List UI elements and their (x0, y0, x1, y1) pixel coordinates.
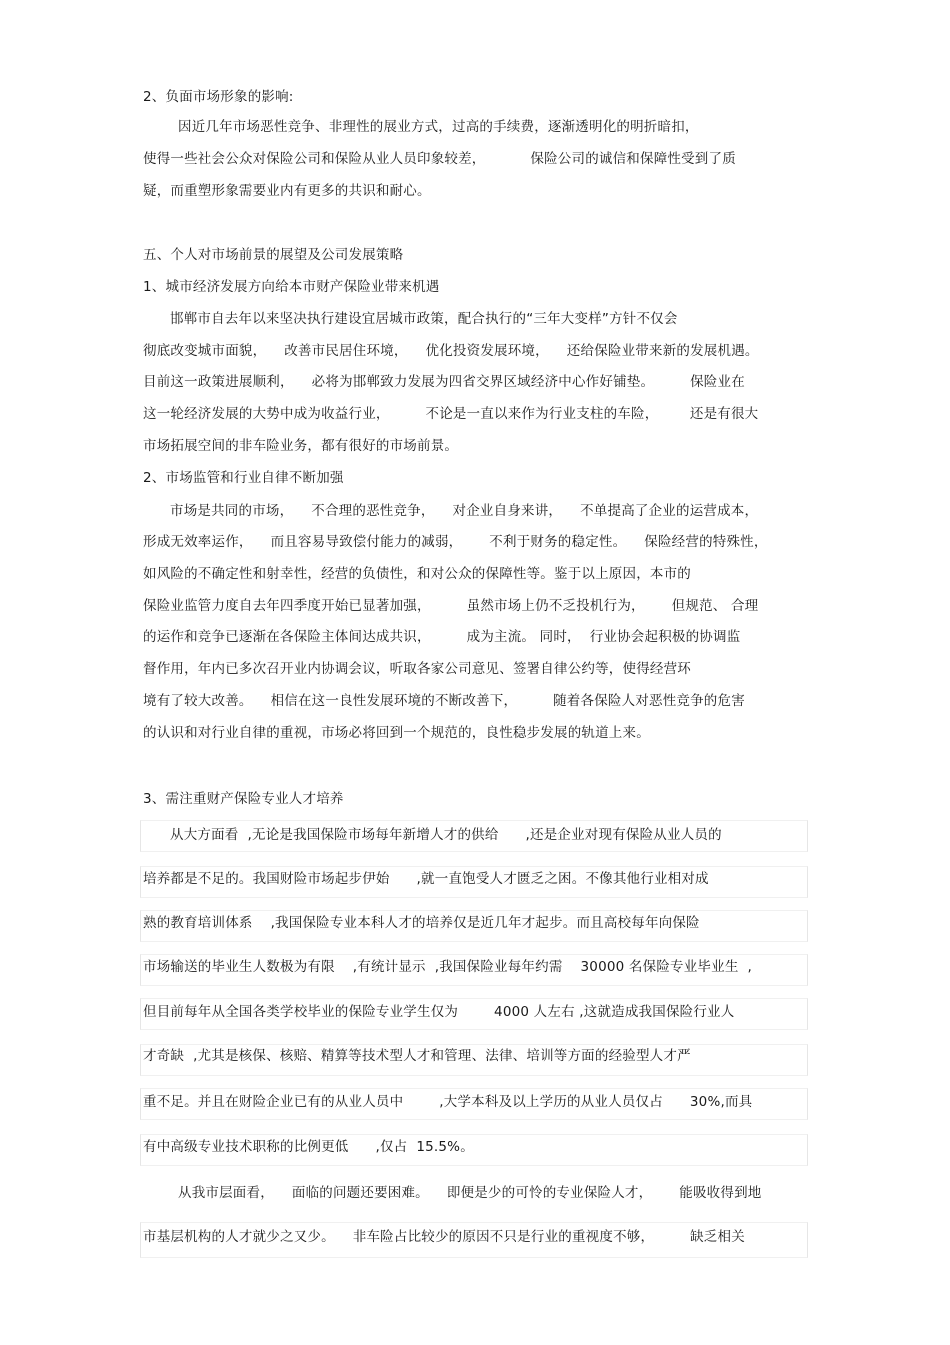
paragraph-line: 市基层机构的人才就少之又少。 非车险占比较少的原因不只是行业的重视度不够， 缺乏相关 (143, 1229, 745, 1245)
paragraph-line: 目前这一政策进展顺利， 必将为邯郸致力发展为四省交界区域经济中心作好铺垫。 保险业在 (143, 374, 745, 390)
paragraph-line: 这一轮经济发展的大势中成为收益行业， 不论是一直以来作为行业支柱的车险， 还是有很大 (143, 406, 759, 422)
paragraph-line: 重不足。并且在财险企业已有的从业人员中 ,大学本科及以上学历的从业人员仅占 30%,而具 (143, 1094, 753, 1110)
paragraph-line: 有中高级专业技术职称的比例更低 ,仅占 15.5%。 (143, 1139, 474, 1155)
paragraph-line: 境有了较大改善。 相信在这一良性发展环境的不断改善下， 随着各保险人对恶性竞争的危害 (143, 693, 745, 709)
subheading-3: 3、需注重财产保险专业人才培养 (143, 791, 344, 807)
paragraph-line: 形成无效率运作， 而且容易导致偿付能力的减弱， 不利于财务的稳定性。 保险经营的特殊性， (143, 534, 768, 550)
paragraph-line: 市场输送的毕业生人数极为有限 ,有统计显示 ,我国保险业每年约需 30000 名保险专业毕业生 , (143, 959, 753, 975)
paragraph-line: 从大方面看 ,无论是我国保险市场每年新增人才的供给 ,还是企业对现有保险从业人员的 (170, 827, 722, 843)
paragraph-line: 才奇缺 ,尤其是核保、核赔、精算等技术型人才和管理、法律、培训等方面的经验型人才严 (143, 1048, 691, 1064)
paragraph-line: 但目前每年从全国各类学校毕业的保险专业学生仅为 4000 人左右 ,这就造成我国保险行业人 (143, 1004, 735, 1020)
paragraph-line: 保险业监管力度自去年四季度开始已显著加强， 虽然市场上仍不乏投机行为， 但规范、 合理 (143, 598, 759, 614)
paragraph-line: 从我市层面看， 面临的问题还要困难。 即便是少的可怜的专业保险人才， 能吸收得到地 (178, 1185, 762, 1201)
paragraph-line: 因近几年市场恶性竞争、非理性的展业方式，过高的手续费，逐渐透明化的明折暗扣， (178, 119, 699, 135)
paragraph-line: 如风险的不确定性和射幸性，经营的负债性，和对公众的保障性等。鉴于以上原因，本市的 (143, 566, 691, 582)
paragraph-line: 熟的教育培训体系 ,我国保险专业本科人才的培养仅是近几年才起步。而且高校每年向保险 (143, 915, 700, 931)
subheading-2: 2、市场监管和行业自律不断加强 (143, 470, 344, 486)
paragraph-line: 的运作和竞争已逐渐在各保险主体间达成共识， 成为主流。 同时， 行业协会起积极的协调监 (143, 629, 741, 645)
paragraph-line: 疑，而重塑形象需要业内有更多的共识和耐心。 (143, 183, 431, 199)
paragraph-line: 市场拓展空间的非车险业务，都有很好的市场前景。 (143, 438, 459, 454)
paragraph-line: 彻底改变城市面貌， 改善市民居住环境， 优化投资发展环境， 还给保险业带来新的发展机遇。 (143, 343, 759, 359)
heading-negative-image: 2、负面市场形象的影响: (143, 89, 294, 105)
paragraph-line: 培养都是不足的。我国财险市场起步伊始 ,就一直饱受人才匮乏之困。不像其他行业相对成 (143, 871, 709, 887)
paragraph-line: 市场是共同的市场， 不合理的恶性竞争， 对企业自身来讲， 不单提高了企业的运营成本， (170, 503, 759, 519)
subheading-1: 1、城市经济发展方向给本市财产保险业带来机遇 (143, 279, 440, 295)
paragraph-line: 督作用，年内已多次召开业内协调会议，听取各家公司意见、签署自律公约等，使得经营环 (143, 661, 691, 677)
paragraph-line: 使得一些社会公众对保险公司和保险从业人员印象较差， 保险公司的诚信和保障性受到了质 (143, 151, 736, 167)
section-heading-5: 五、个人对市场前景的展望及公司发展策略 (143, 247, 404, 263)
paragraph-line: 邯郸市自去年以来坚决执行建设宜居城市政策，配合执行的“三年大变样”方针不仅会 (170, 311, 678, 327)
paragraph-line: 的认识和对行业自律的重视，市场必将回到一个规范的，良性稳步发展的轨道上来。 (143, 725, 650, 741)
